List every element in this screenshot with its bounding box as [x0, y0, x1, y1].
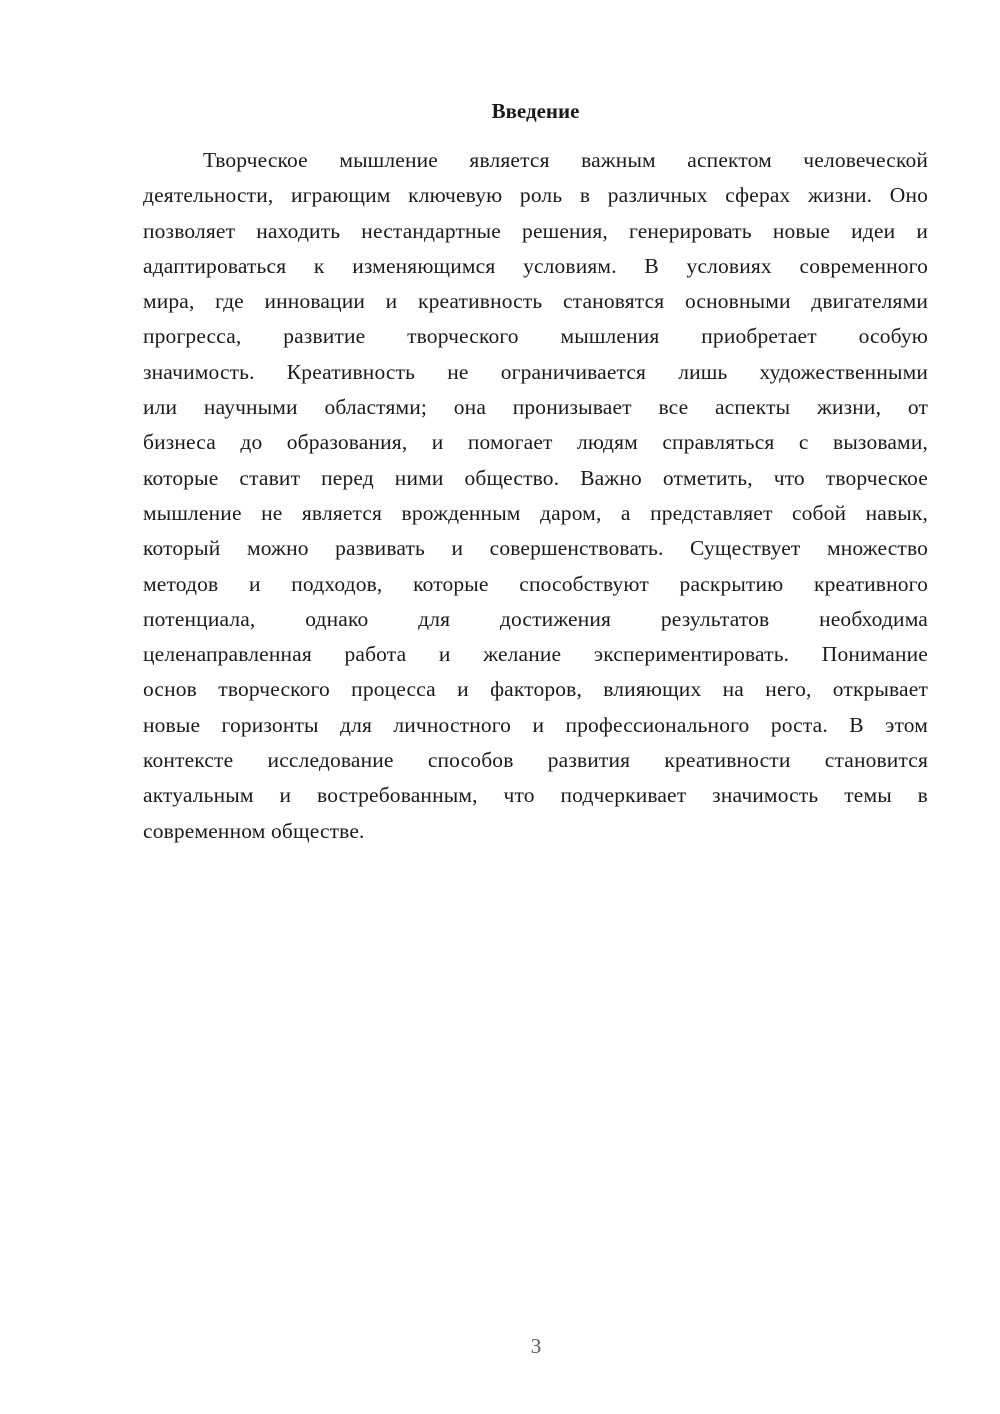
introduction-paragraph	[143, 143, 928, 849]
paragraph-line: методов и подходов, которые способствуют раскрытию креативного	[143, 571, 928, 596]
paragraph-line: основ творческого процесса и факторов, влияющих на него, открывает	[143, 677, 928, 702]
paragraph-line: Творческое мышление является важным аспектом человеческой	[203, 148, 928, 172]
section-heading: Введение	[491, 99, 580, 123]
paragraph-line: деятельности, играющим ключевую роль в различных сферах жизни. Оно	[143, 183, 928, 208]
paragraph-line: бизнеса до образования, и помогает людям справляться с вызовами,	[143, 430, 928, 455]
paragraph-line: новые горизонты для личностного и профессионального роста. В этом	[143, 712, 928, 737]
paragraph-line: который можно развивать и совершенствовать. Существует множество	[143, 536, 928, 561]
paragraph-line: мира, где инновации и креативность становятся основными двигателями	[143, 289, 928, 314]
paragraph-line: актуальным и востребованным, что подчеркивает значимость темы в	[143, 783, 928, 808]
paragraph-line: мышление не является врожденным даром, а представляет собой навык,	[143, 500, 928, 525]
paragraph-line: значимость. Креативность не ограничивается лишь художественными	[143, 359, 928, 384]
paragraph-line: целенаправленная работа и желание экспериментировать. Понимание	[143, 642, 928, 667]
page-number: 3	[530, 1334, 542, 1358]
paragraph-line: которые ставит перед ними общество. Важно отметить, что творческое	[143, 465, 928, 490]
paragraph-line: потенциала, однако для достижения результатов необходима	[143, 606, 928, 631]
paragraph-line: контексте исследование способов развития креативности становится	[143, 748, 928, 773]
paragraph-line: адаптироваться к изменяющимся условиям. В условиях современного	[143, 253, 928, 278]
paragraph-line: позволяет находить нестандартные решения, генерировать новые идеи и	[143, 218, 928, 243]
paragraph-line: современном обществе.	[143, 818, 365, 843]
paragraph-line: или научными областями; она пронизывает все аспекты жизни, от	[143, 395, 928, 420]
paragraph-line: прогресса, развитие творческого мышления приобретает особую	[143, 324, 928, 349]
